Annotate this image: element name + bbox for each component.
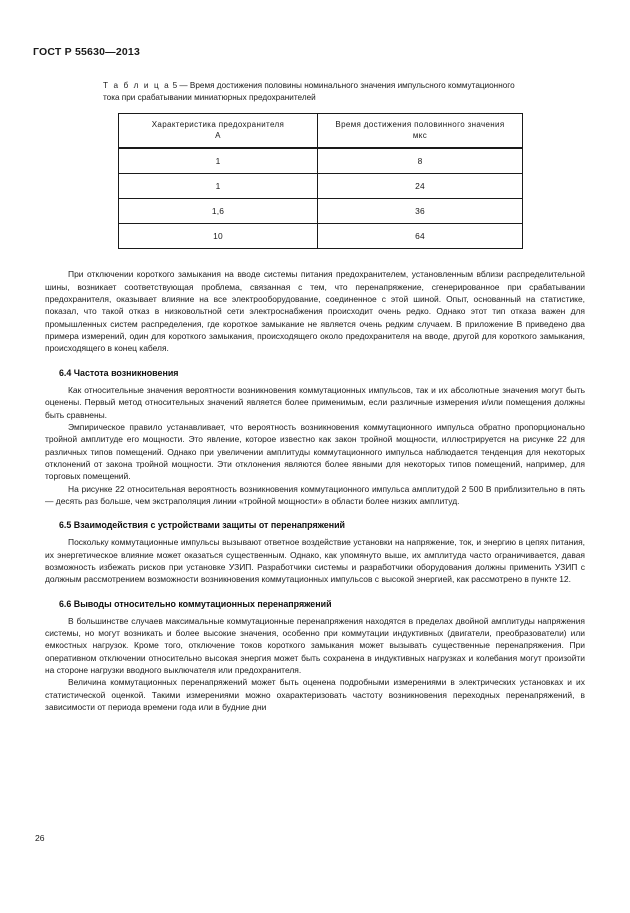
page-number: 26 (35, 833, 45, 843)
paragraph-6-4-2: Эмпирическое правило устанавливает, что вероятность возникновения коммутационного импульса обратно пропорционально тройной амплитуде его мощности. Это явление, которое известно как закон тройной мощности, иллюстрируется на рисунке 22 для различных типов помещений. Однако при увеличении амплитуды коммутационного импульса наблюдается тенденция для некоторых отклонений от закона тройной мощности. Эти отклонения являются более явными для некоторых типов помещений, например, для торговых помещений. (45, 421, 585, 482)
cell-half-value-time: 64 (318, 224, 523, 249)
paragraph-6-6-2: Величина коммутационных перенапряжений может быть оценена подробными измерениями в электрических установках и их статистической оценкой. Такими измерениями можно охарактеризовать частоту возникновения переходных перенапряжений, в зависимости от периода времени года или в будние дни (45, 677, 585, 713)
table-row (119, 174, 523, 199)
column-header-fuse-rating-unit: А (215, 131, 221, 141)
intro-paragraph: При отключении короткого замыкания на вводе системы питания предохранителем, установленным вблизи распределительной шины, возникает соответствующая проблема, связанная с тем, что перенапряжение, сгенерированное при срабатывании предохранителя, оказывает влияние на все электрооборудование, соединенное с этой шиной. Опыт, основанный на статистике, показал, что такой отказ в низковольтной сети электроснабжения происходит очень редко. Однако этот тип отказа важен для промышленных систем распределения, где короткое замыкание не является очень редким случаем. В приложение В приведено два примера измерений, один для короткого замыкания, происходящего около предохранителя на вводе, другой для короткого замыкания, происходящего в конец кабеля. (45, 269, 585, 354)
paragraph-6-4-1: Как относительные значения вероятности возникновения коммутационных импульсов, так и их абсолютные значения могут быть оценены. Первый метод относительных значений является более применимым, если различные измерения и/или помещения должны быть сравнены. (45, 384, 585, 420)
paragraph-6-5-1: Поскольку коммутационные импульсы вызывают ответное воздействие установки на напряжение, ток, и энергию в цепях питания, их энергетическое влияние может оказаться существенным. Однако, как упомянуто выше, их амплитуда часто ограничивается, давая возможность избежать рисков при установке УЗИП. Разработчики системы и разработчики оборудования должны применить УЗИП с должным рассмотрением возможности возникновения коммутационных импульсов с высокой энергией, как рассмотрено в пункте 12. (45, 537, 585, 585)
cell-fuse-rating: 10 (119, 224, 318, 249)
table-caption-label: Т а б л и ц а (103, 81, 171, 90)
page-content (45, 80, 585, 713)
column-header-half-value-time-line1: Время достижения половинного значения (335, 120, 505, 130)
paragraph-6-6-1: В большинстве случаев максимальные коммутационные перенапряжения находятся в пределах двойной амплитуды напряжения системы, но могут возникать и более высокие значения, особенно при коммутации индуктивных (двигатели, преобразователи) или емкостных нагрузок. Кроме того, отключение токов короткого замыкания может вызывать существенные перенапряжения. При оперативном отключении относительно высокая энергия может быть сохранена в индуктивных нагрузках и колебания могут произойти на стороне нагрузки вводного выключателя или предохранителя. (45, 615, 585, 675)
table-header-row (119, 114, 523, 149)
heading-6-5: 6.5 Взаимодействия с устройствами защиты от перенапряжений (59, 520, 346, 531)
cell-half-value-time: 36 (318, 199, 523, 224)
cell-half-value-time: 8 (318, 148, 523, 174)
cell-fuse-rating: 1,6 (119, 199, 318, 224)
column-header-fuse-rating-line1: Характеристика предохранителя (151, 120, 285, 130)
table-caption (103, 80, 523, 104)
table-caption-number: 5 (172, 81, 178, 90)
table-caption-dash: — (179, 81, 188, 90)
heading-6-6: 6.6 Выводы относительно коммутационных перенапряжений (59, 598, 332, 609)
fuse-timing-table (118, 113, 523, 249)
standard-number-header: ГОСТ Р 55630—2013 (33, 46, 141, 58)
table-row (119, 224, 523, 249)
table-caption-text: Время достижения половины номинального значения импульсного коммутационного тока при срабатывании миниатюрных предохранителей (103, 81, 515, 103)
table-row (119, 148, 523, 174)
cell-fuse-rating: 1 (119, 148, 318, 174)
column-header-half-value-time (318, 114, 523, 149)
table-row (119, 199, 523, 224)
cell-fuse-rating: 1 (119, 174, 318, 199)
column-header-fuse-rating (119, 114, 318, 149)
heading-6-4: 6.4 Частота возникновения (59, 367, 179, 378)
paragraph-6-4-3: На рисунке 22 относительная вероятность возникновения коммутационного импульса амплитудой 2 500 В приблизительно в пять — десять раз больше, чем экстраполяция линии «тройной мощности» в области более низких амплитуд. (45, 483, 585, 506)
column-header-half-value-time-unit: мкс (412, 131, 428, 141)
cell-half-value-time: 24 (318, 174, 523, 199)
